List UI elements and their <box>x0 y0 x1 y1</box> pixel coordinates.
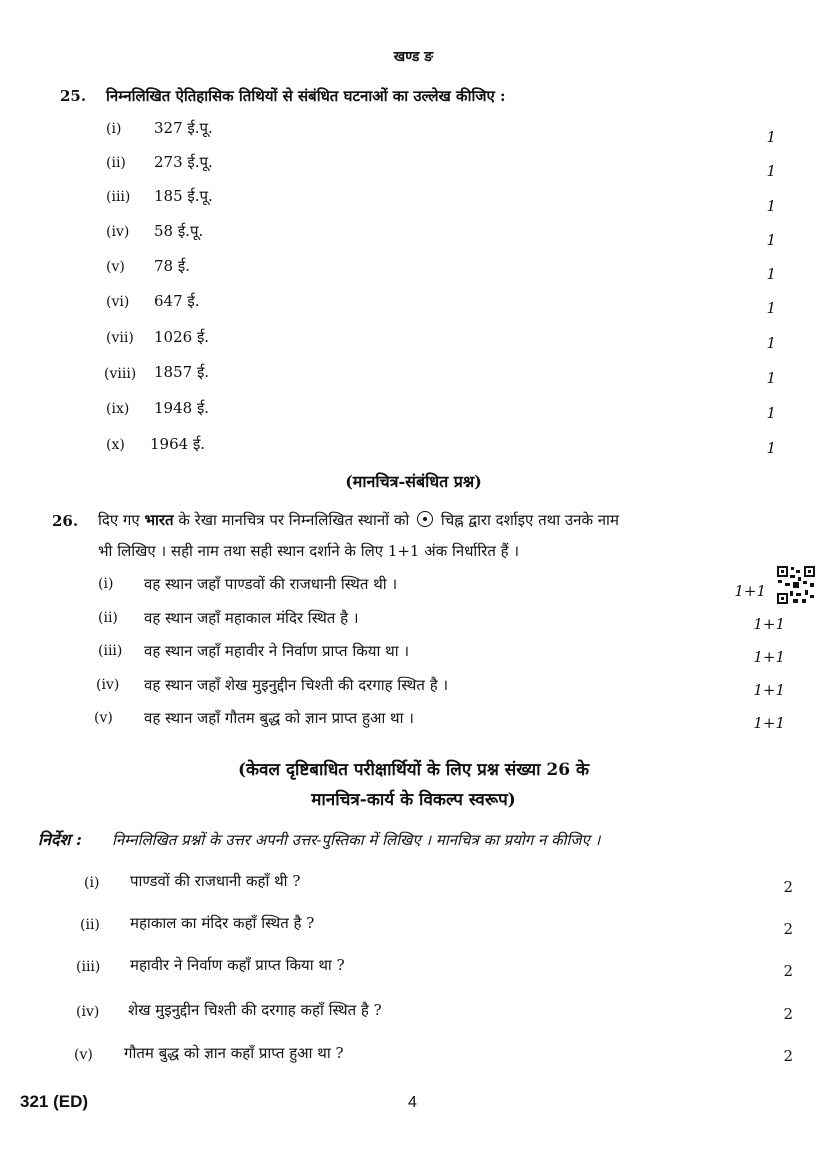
q26-item-mark: 1+1 <box>734 582 766 600</box>
alternative-heading-line1: (केवल दृष्टिबाधित परीक्षार्थियों के लिए प्रश्न संख्या 26 के <box>237 760 590 780</box>
q26-item-mark: 1+1 <box>753 615 785 633</box>
alt-item-mark: 2 <box>783 920 793 938</box>
q25-item-value: 58 ई.पू. <box>154 222 204 240</box>
instruction-text: निम्नलिखित प्रश्नों के उत्तर अपनी उत्तर-पुस्तिका में लिखिए । मानचित्र का प्रयोग न कीजिए । <box>112 831 601 849</box>
q25-item-value: 1948 ई. <box>154 399 210 417</box>
paper-code: 321 (ED) <box>20 1092 89 1111</box>
q25-item-mark: 1 <box>766 369 776 387</box>
q25-item-label: (x) <box>106 437 125 453</box>
q26-item-mark: 1+1 <box>753 681 785 699</box>
alt-item-text: महाकाल का मंदिर कहाँ स्थित है ? <box>130 914 315 932</box>
q26-item-label: (iv) <box>96 677 120 693</box>
alternative-heading-line2: मानचित्र-कार्य के विकल्प स्वरूप) <box>311 790 516 810</box>
alt-item-label: (iv) <box>76 1004 100 1020</box>
q25-item-label: (viii) <box>104 366 137 382</box>
q26-item-label: (ii) <box>98 610 118 626</box>
section-title: खण्ड ङ <box>393 49 434 65</box>
q26-line1-part-b: के रेखा मानचित्र पर निम्नलिखित स्थानों को <box>178 511 410 529</box>
q26-item-text: वह स्थान जहाँ पाण्डवों की राजधानी स्थित थी । <box>144 575 398 593</box>
question-26-line2: भी लिखिए । सही नाम तथा सही स्थान दर्शाने के लिए 1+1 अंक निर्धारित हैं । <box>98 542 520 560</box>
q25-item-value: 327 ई.पू. <box>154 119 213 137</box>
q25-item-mark: 1 <box>766 439 776 457</box>
q26-item-mark: 1+1 <box>753 714 785 732</box>
q26-item-label: (iii) <box>98 643 123 659</box>
alt-item-label: (i) <box>84 875 100 891</box>
alt-item-text: शेख मुइनुद्दीन चिश्ती की दरगाह कहाँ स्थित है ? <box>128 1001 382 1019</box>
q25-item-mark: 1 <box>766 197 776 215</box>
alt-item-mark: 2 <box>783 1047 793 1065</box>
q26-item-label: (i) <box>98 576 114 592</box>
q26-line1-part-c: चिह्न द्वारा दर्शाइए तथा उनके नाम <box>440 511 619 529</box>
q25-item-value: 1964 ई. <box>150 435 206 453</box>
q25-item-label: (ii) <box>106 155 126 171</box>
question-25-text: निम्नलिखित ऐतिहासिक तिथियों से संबंधित घटनाओं का उल्लेख कीजिए : <box>106 87 506 105</box>
q25-item-label: (vii) <box>106 330 134 346</box>
q25-item-value: 185 ई.पू. <box>154 187 213 205</box>
q25-item-label: (vi) <box>106 294 130 310</box>
q26-item-text: वह स्थान जहाँ महावीर ने निर्वाण प्राप्त किया था । <box>144 642 410 660</box>
alt-item-mark: 2 <box>783 962 793 980</box>
question-26-line1 <box>98 510 619 530</box>
qr-code-icon <box>776 565 816 605</box>
instruction-label: निर्देश : <box>38 830 82 849</box>
q25-item-mark: 1 <box>766 162 776 180</box>
q26-item-label: (v) <box>94 710 113 726</box>
q25-item-value: 78 ई. <box>154 257 190 275</box>
q26-line1-part-a: दिए गए <box>98 511 140 529</box>
alt-item-label: (iii) <box>76 959 101 975</box>
q25-item-mark: 1 <box>766 404 776 422</box>
q25-item-mark: 1 <box>766 128 776 146</box>
q26-item-text: वह स्थान जहाँ शेख मुइनुद्दीन चिश्ती की दरगाह स्थित है । <box>144 676 449 694</box>
q25-item-value: 273 ई.पू. <box>154 153 213 171</box>
q25-item-label: (i) <box>106 121 122 137</box>
map-question-heading: (मानचित्र-संबंधित प्रश्न) <box>345 472 482 491</box>
q25-item-label: (iii) <box>106 189 131 205</box>
alt-item-text: गौतम बुद्ध को ज्ञान कहाँ प्राप्त हुआ था ? <box>124 1044 344 1062</box>
q25-item-value: 647 ई. <box>154 292 200 310</box>
alt-item-mark: 2 <box>783 878 793 896</box>
q26-line1-bold: भारत <box>144 511 174 529</box>
circle-dot-symbol-icon <box>417 511 433 527</box>
q25-item-mark: 1 <box>766 299 776 317</box>
alt-item-text: पाण्डवों की राजधानी कहाँ थी ? <box>130 872 301 890</box>
alt-item-mark: 2 <box>783 1005 793 1023</box>
q26-item-text: वह स्थान जहाँ महाकाल मंदिर स्थित है । <box>144 609 359 627</box>
page-number: 4 <box>408 1094 417 1111</box>
q25-item-value: 1857 ई. <box>154 363 210 381</box>
q26-item-text: वह स्थान जहाँ गौतम बुद्ध को ज्ञान प्राप्त हुआ था । <box>144 709 414 727</box>
q25-item-mark: 1 <box>766 231 776 249</box>
q25-item-label: (iv) <box>106 224 130 240</box>
q25-item-mark: 1 <box>766 334 776 352</box>
q25-item-label: (v) <box>106 259 125 275</box>
alt-item-label: (ii) <box>80 917 100 933</box>
q25-item-value: 1026 ई. <box>154 328 210 346</box>
q25-item-mark: 1 <box>766 265 776 283</box>
question-25-number: 25. <box>60 87 87 105</box>
q25-item-label: (ix) <box>106 401 130 417</box>
question-26-number: 26. <box>52 512 79 530</box>
alt-item-label: (v) <box>74 1047 93 1063</box>
alt-item-text: महावीर ने निर्वाण कहाँ प्राप्त किया था ? <box>130 956 345 974</box>
q26-item-mark: 1+1 <box>753 648 785 666</box>
